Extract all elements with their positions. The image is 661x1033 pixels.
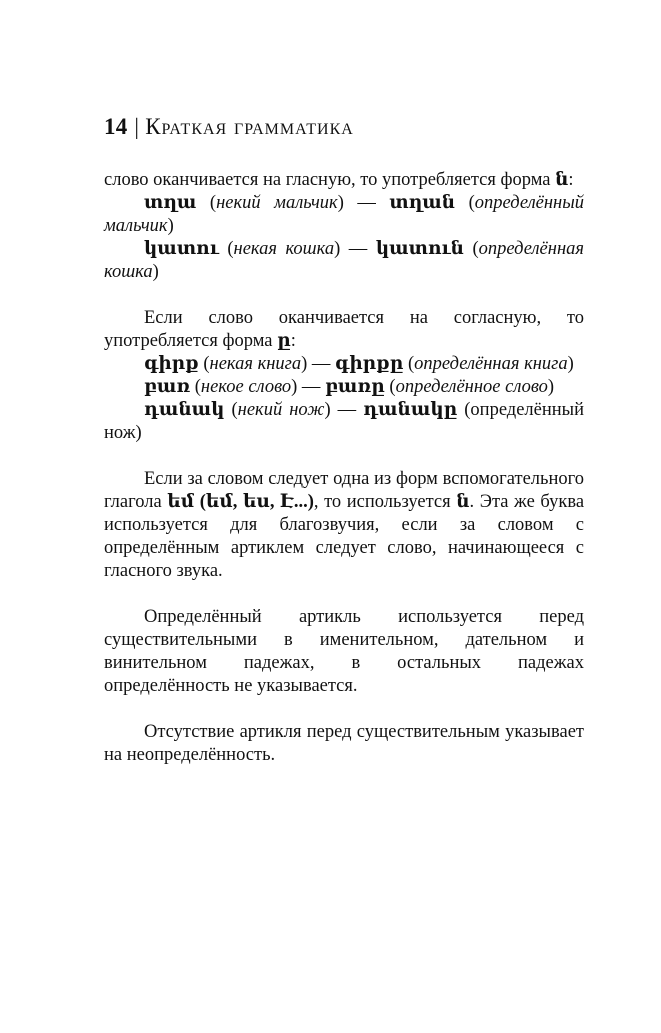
example-line: կատու (некая кошка) — կատուն (определённая кошка) (104, 239, 584, 282)
page-number: 14 (104, 114, 128, 139)
auxiliary-verb: եմ (167, 492, 195, 512)
vowel-rule-text: слово оканчивается на гласную, то употребляется форма ն: (104, 170, 574, 190)
auxiliary-forms: (եմ, ես, Է...) (199, 492, 314, 512)
article-letter-n: ն (555, 170, 569, 190)
paragraph-gap (104, 445, 584, 468)
example-line: դանակ (некий нож) — դանակը (определённый нож) (104, 400, 584, 443)
example-line: տղա (некий мальчик) — տղան (определённый мальчик) (104, 193, 584, 236)
chapter-title: Краткая грамматика (145, 114, 354, 139)
example-line: բառ (некое слово) — բառը (определённое слово) (144, 377, 555, 397)
running-header (104, 110, 584, 144)
book-page (104, 110, 584, 767)
cases-paragraph: Определённый артикль используется перед существительными в именительном, дательном и винительном падежах, в остальных падежах определённость не указывается. (104, 607, 584, 696)
article-letter-y: ը (277, 331, 291, 351)
paragraph-gap (104, 284, 584, 307)
paragraph-gap (104, 583, 584, 606)
paragraph-gap (104, 698, 584, 721)
header-separator: | (134, 114, 140, 139)
article-letter-n: ն (456, 492, 470, 512)
auxiliary-paragraph: Если за словом следует одна из форм вспомогательного глагола եմ (եմ, ես, Է...), то используется ն. Эта же буква используется для благозвучия, если за словом с определённым артиклем следует слово, начинающееся с гласного звука. (104, 469, 585, 581)
example-line: գիրք (некая книга) — գիրքը (определённая книга) (144, 354, 574, 374)
consonant-rule-text: Если слово оканчивается на согласную, то употребляется форма ը: (104, 308, 584, 351)
page-body (104, 169, 584, 767)
absence-paragraph: Отсутствие артикля перед существительным указывает на неопределённость. (104, 722, 584, 765)
